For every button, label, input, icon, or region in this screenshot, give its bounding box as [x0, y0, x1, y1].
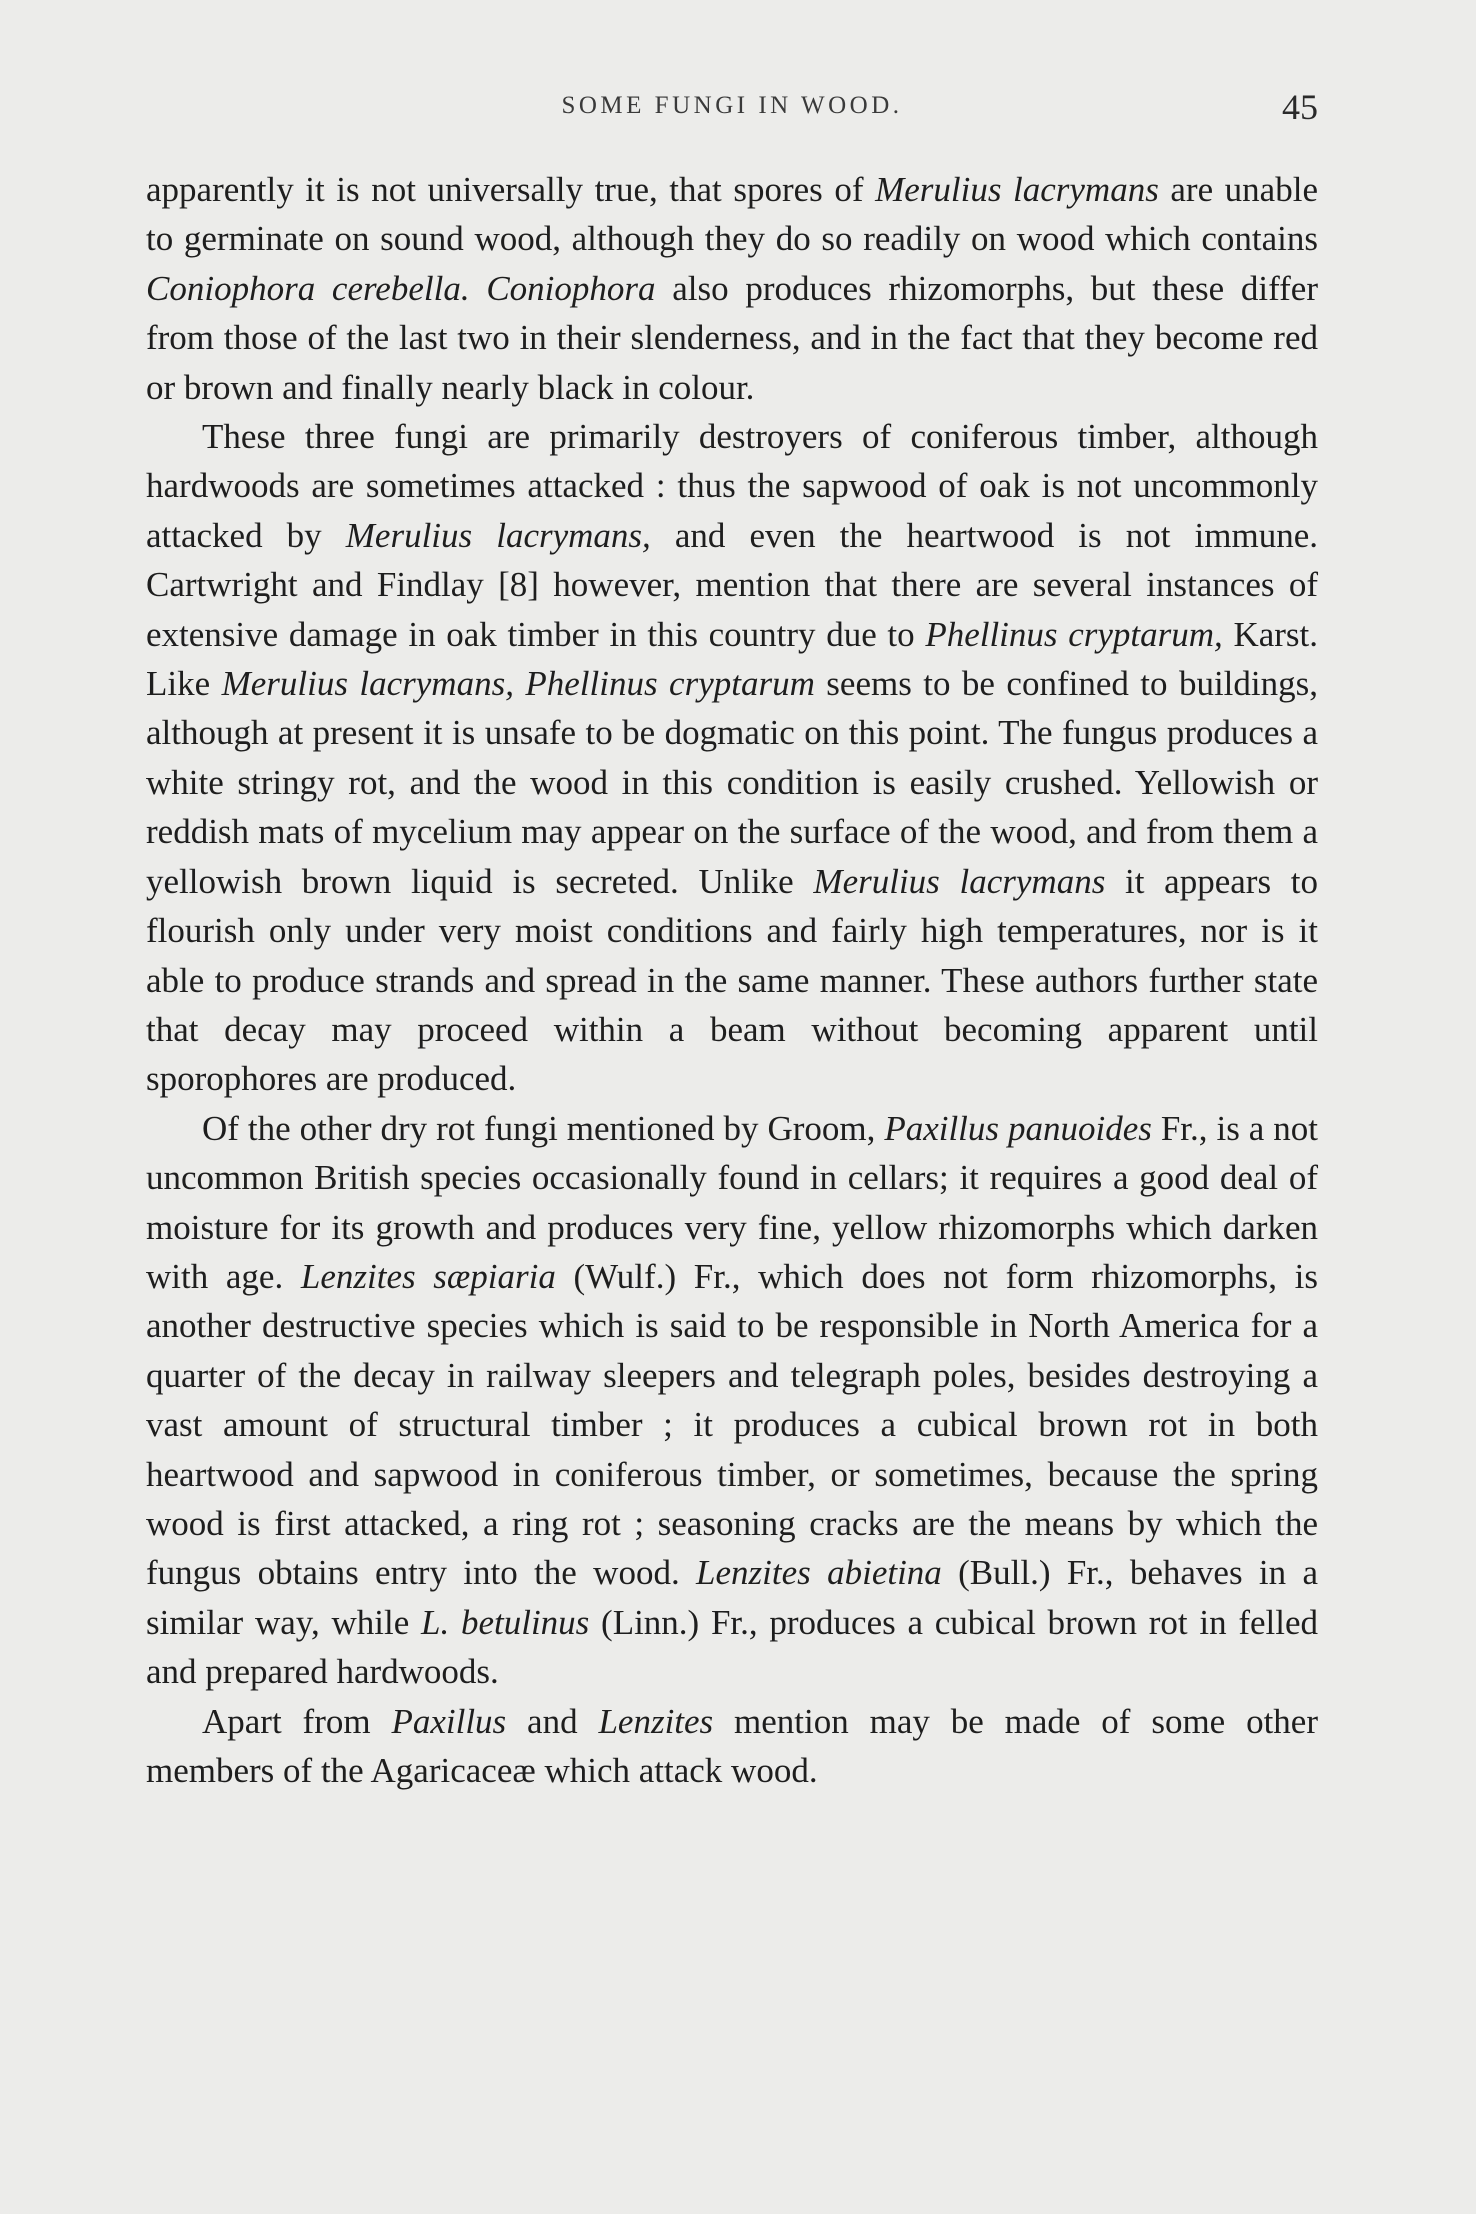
text-run: and even the heartwood is not immune. Cartwright and Findlay [8] however, mention that there are several instances of extensive damage in oak timber in this country due to: [146, 515, 1318, 654]
text-run: Of the other dry rot fungi mentioned by Groom,: [202, 1108, 885, 1148]
text-run: (Wulf.) Fr., which does not form rhizomorphs, is another destructive species which is said to be responsible in North America for a quarter of the decay in railway sleepers and telegraph poles, besides destroying a vast amount of structural timber ; it produces a cubical brown rot in both heartwood and sapwood in coniferous timber, or sometimes, because the spring wood is first attacked, a ring rot ; seasoning cracks are the means by which the fungus obtains entry into the wood.: [146, 1256, 1318, 1593]
text-run: are unable to germinate on sound wood, although they do so readily on wood which contains: [146, 170, 1318, 259]
running-head: [146, 86, 1318, 134]
text-run: (Linn.) Fr., produces a cubical brown rot in felled and prepared hardwoods.: [146, 1602, 1318, 1692]
italic-text-run: Merulius lacrymans,: [345, 515, 651, 555]
text-run: Apart from: [202, 1701, 392, 1741]
text-run: it appears to flourish only under very moist conditions and fairly high temperatures, nor is it able to produce strands and spread in the same manner. These authors further state that decay may proceed within a beam without becoming apparent until sporophores are produced.: [146, 861, 1318, 1099]
italic-text-run: Lenzites abietina: [696, 1553, 942, 1593]
paragraph-4: [146, 1697, 1318, 1796]
text-run: These three fungi are primarily destroyers of coniferous timber, although hardwoods are sometimes attacked : thus the sapwood of oak is not uncommonly attacked by: [146, 417, 1318, 555]
italic-text-run: Merulius lacrymans: [875, 170, 1159, 209]
italic-text-run: Merulius lacrymans: [813, 861, 1106, 901]
text-run: mention may be made of some other members of the Agaricaceæ which attack wood.: [146, 1701, 1318, 1790]
paragraph-2: [146, 412, 1318, 1104]
italic-text-run: Coniophora: [486, 268, 656, 308]
text-run: seems to be confined to buildings, although at present it is unsafe to be dogmatic on this point. The fungus produces a white stringy rot, and the wood in this condition is easily crushed. Yellowish or reddish mats of mycelium may appear on the surface of the wood, and from them a yellowish brown liquid is secreted. Unlike: [146, 664, 1318, 901]
italic-text-run: Merulius lacrymans, Phellinus cryptarum: [221, 664, 815, 704]
text-run: (Bull.) Fr., behaves in a similar way, while: [146, 1553, 1318, 1642]
italic-text-run: Lenzites sæpiaria: [300, 1256, 556, 1296]
text-run: Fr., is a not uncommon British species occasionally found in cellars; it requires a good deal of moisture for its growth and produces very fine, yellow rhizomorphs which darken with age.: [146, 1108, 1318, 1296]
text-run: also produces rhizomorphs, but these differ from those of the last two in their slenderness, and in the fact that they become red or brown and finally nearly black in colour.: [146, 268, 1318, 407]
text-run: Karst. Like: [146, 614, 1318, 704]
text-run: and: [506, 1701, 599, 1741]
text-run: apparently it is not universally true, that spores of: [146, 170, 876, 209]
italic-text-run: Lenzites: [598, 1701, 714, 1741]
page-number: 45: [1282, 87, 1318, 127]
body-text: [146, 165, 1318, 1795]
italic-text-run: Paxillus panuoides: [884, 1108, 1152, 1148]
paragraph-1: [146, 165, 1318, 412]
italic-text-run: L. betulinus: [421, 1602, 590, 1642]
italic-text-run: Paxillus: [391, 1701, 507, 1741]
italic-text-run: Phellinus cryptarum,: [925, 614, 1223, 654]
running-title: SOME FUNGI IN WOOD.: [561, 92, 903, 119]
italic-text-run: Coniophora cerebella.: [146, 268, 470, 308]
paragraph-3: [146, 1104, 1318, 1697]
text-run: [470, 269, 487, 308]
